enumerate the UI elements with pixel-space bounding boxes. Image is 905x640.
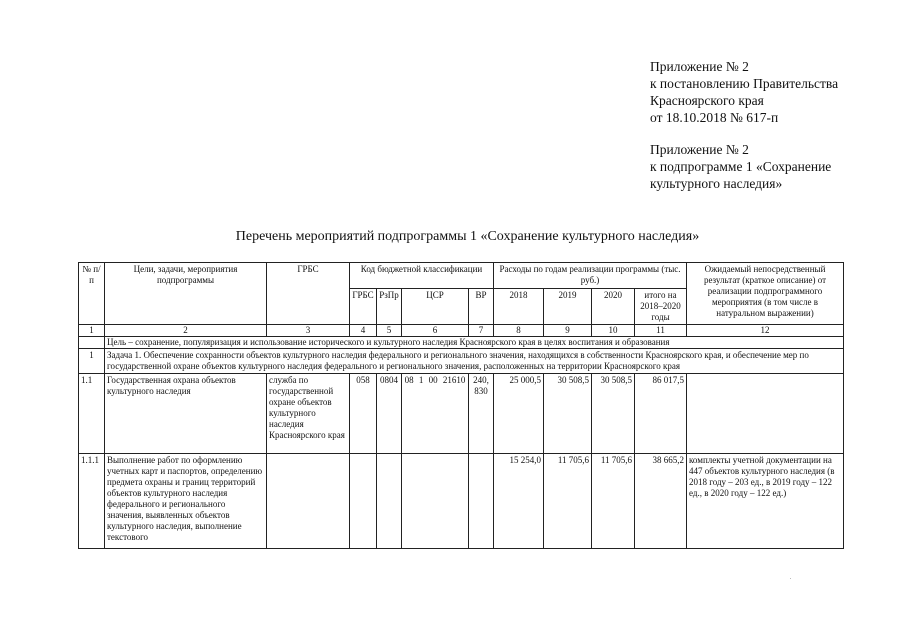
subheader-2018: 2018: [494, 289, 544, 325]
row-grbs-code: [350, 454, 377, 549]
row-result: [687, 374, 844, 454]
row-num: 1.1: [79, 374, 105, 454]
row-name: Государственная охрана объектов культурного наследия: [105, 374, 267, 454]
row-num: 1.1.1: [79, 454, 105, 549]
row-2018: 15 254,0: [494, 454, 544, 549]
column-number: 2: [105, 325, 267, 337]
column-number: 11: [635, 325, 687, 337]
column-number: 4: [350, 325, 377, 337]
header-expenses: Расходы по годам реализации программы (тыс. руб.): [494, 263, 687, 289]
subheader-csr: ЦСР: [402, 289, 469, 325]
row-grbs-code: 058: [350, 374, 377, 454]
appendix-line: от 18.10.2018 № 617-п: [650, 110, 779, 125]
row-total: 38 665,2: [635, 454, 687, 549]
header-result: Ожидаемый непосредственный результат (краткое описание) от реализации подпрограммного мероприятия (в том числе в натуральном выражении): [687, 263, 844, 325]
row-csr: 08 1 00 21610: [402, 374, 469, 454]
column-number: 6: [402, 325, 469, 337]
row-name: Выполнение работ по оформлению учетных карт и паспортов, определению предмета охраны и границ территорий объектов культурного наследия федерального и регионального значения, выявленных объектов культурного наследия, выполнение текстового: [105, 454, 267, 549]
column-number: 7: [469, 325, 494, 337]
document-title: Перечень мероприятий подпрограммы 1 «Сохранение культурного наследия»: [235, 229, 700, 244]
subheader-vr: ВР: [469, 289, 494, 325]
row-csr: [402, 454, 469, 549]
row-grbs: [267, 454, 350, 549]
appendix-line: Приложение № 2: [650, 59, 749, 74]
row-2020: 11 705,6: [592, 454, 635, 549]
row-grbs: служба по государственной охране объектов культурного наследия Красноярского края: [267, 374, 350, 454]
row-rzpr: [377, 454, 402, 549]
row-2020: 30 508,5: [592, 374, 635, 454]
subheader-grbs: ГРБС: [350, 289, 377, 325]
row-2018: 25 000,5: [494, 374, 544, 454]
column-number: 9: [544, 325, 592, 337]
row-vr: 240, 830: [469, 374, 494, 454]
appendix-block-subprogram: [650, 141, 838, 192]
scan-speck: [790, 578, 791, 579]
appendix-line: к подпрограмме 1 «Сохранение: [650, 159, 832, 174]
row-2019: 11 705,6: [544, 454, 592, 549]
subheader-rzpr: РзПр: [377, 289, 402, 325]
appendix-line: Приложение № 2: [650, 142, 749, 157]
task-num: 1: [79, 349, 105, 374]
measures-table: [78, 262, 844, 549]
row-total: 86 017,5: [635, 374, 687, 454]
appendix-header: [650, 58, 838, 207]
row-rzpr: 0804: [377, 374, 402, 454]
header-goals: Цели, задачи, мероприятия подпрограммы: [105, 263, 267, 325]
header-num: № п/п: [79, 263, 105, 325]
column-number: 12: [687, 325, 844, 337]
goal-text: Цель – сохранение, популяризация и использование исторического и культурного наследия Красноярского края в целях воспитания и образования: [105, 337, 844, 349]
subheader-2019: 2019: [544, 289, 592, 325]
column-number: 3: [267, 325, 350, 337]
header-grbs: ГРБС: [267, 263, 350, 325]
subheader-total: итого на 2018–2020 годы: [635, 289, 687, 325]
row-result: комплекты учетной документации на 447 объектов культурного наследия (в 2018 году – 203 ед., в 2019 году – 122 ед., в 2020 году – 122 ед.): [687, 454, 844, 549]
header-row: [79, 263, 844, 289]
appendix-line: к постановлению Правительства: [650, 76, 839, 91]
goal-row: [79, 337, 844, 349]
table-row: [79, 374, 844, 454]
task-row: [79, 349, 844, 374]
appendix-line: Красноярского края: [650, 93, 764, 108]
column-number: 5: [377, 325, 402, 337]
table-row: [79, 454, 844, 549]
goal-num-cell: [79, 337, 105, 349]
row-vr: [469, 454, 494, 549]
subheader-2020: 2020: [592, 289, 635, 325]
task-text: Задача 1. Обеспечение сохранности объектов культурного наследия федерального и регионального значения, находящихся в собственности Красноярского края, и обеспечение мер по государственной охране объектов культурного наследия федерального и регионального значения, расположенных на территории Красноярского края: [105, 349, 844, 374]
appendix-line: культурного наследия»: [650, 176, 783, 191]
column-number: 1: [79, 325, 105, 337]
column-number: 8: [494, 325, 544, 337]
column-number-row: [79, 325, 844, 337]
appendix-block-resolution: [650, 58, 838, 126]
header-kbk: Код бюджетной классификации: [350, 263, 494, 289]
column-number: 10: [592, 325, 635, 337]
row-2019: 30 508,5: [544, 374, 592, 454]
